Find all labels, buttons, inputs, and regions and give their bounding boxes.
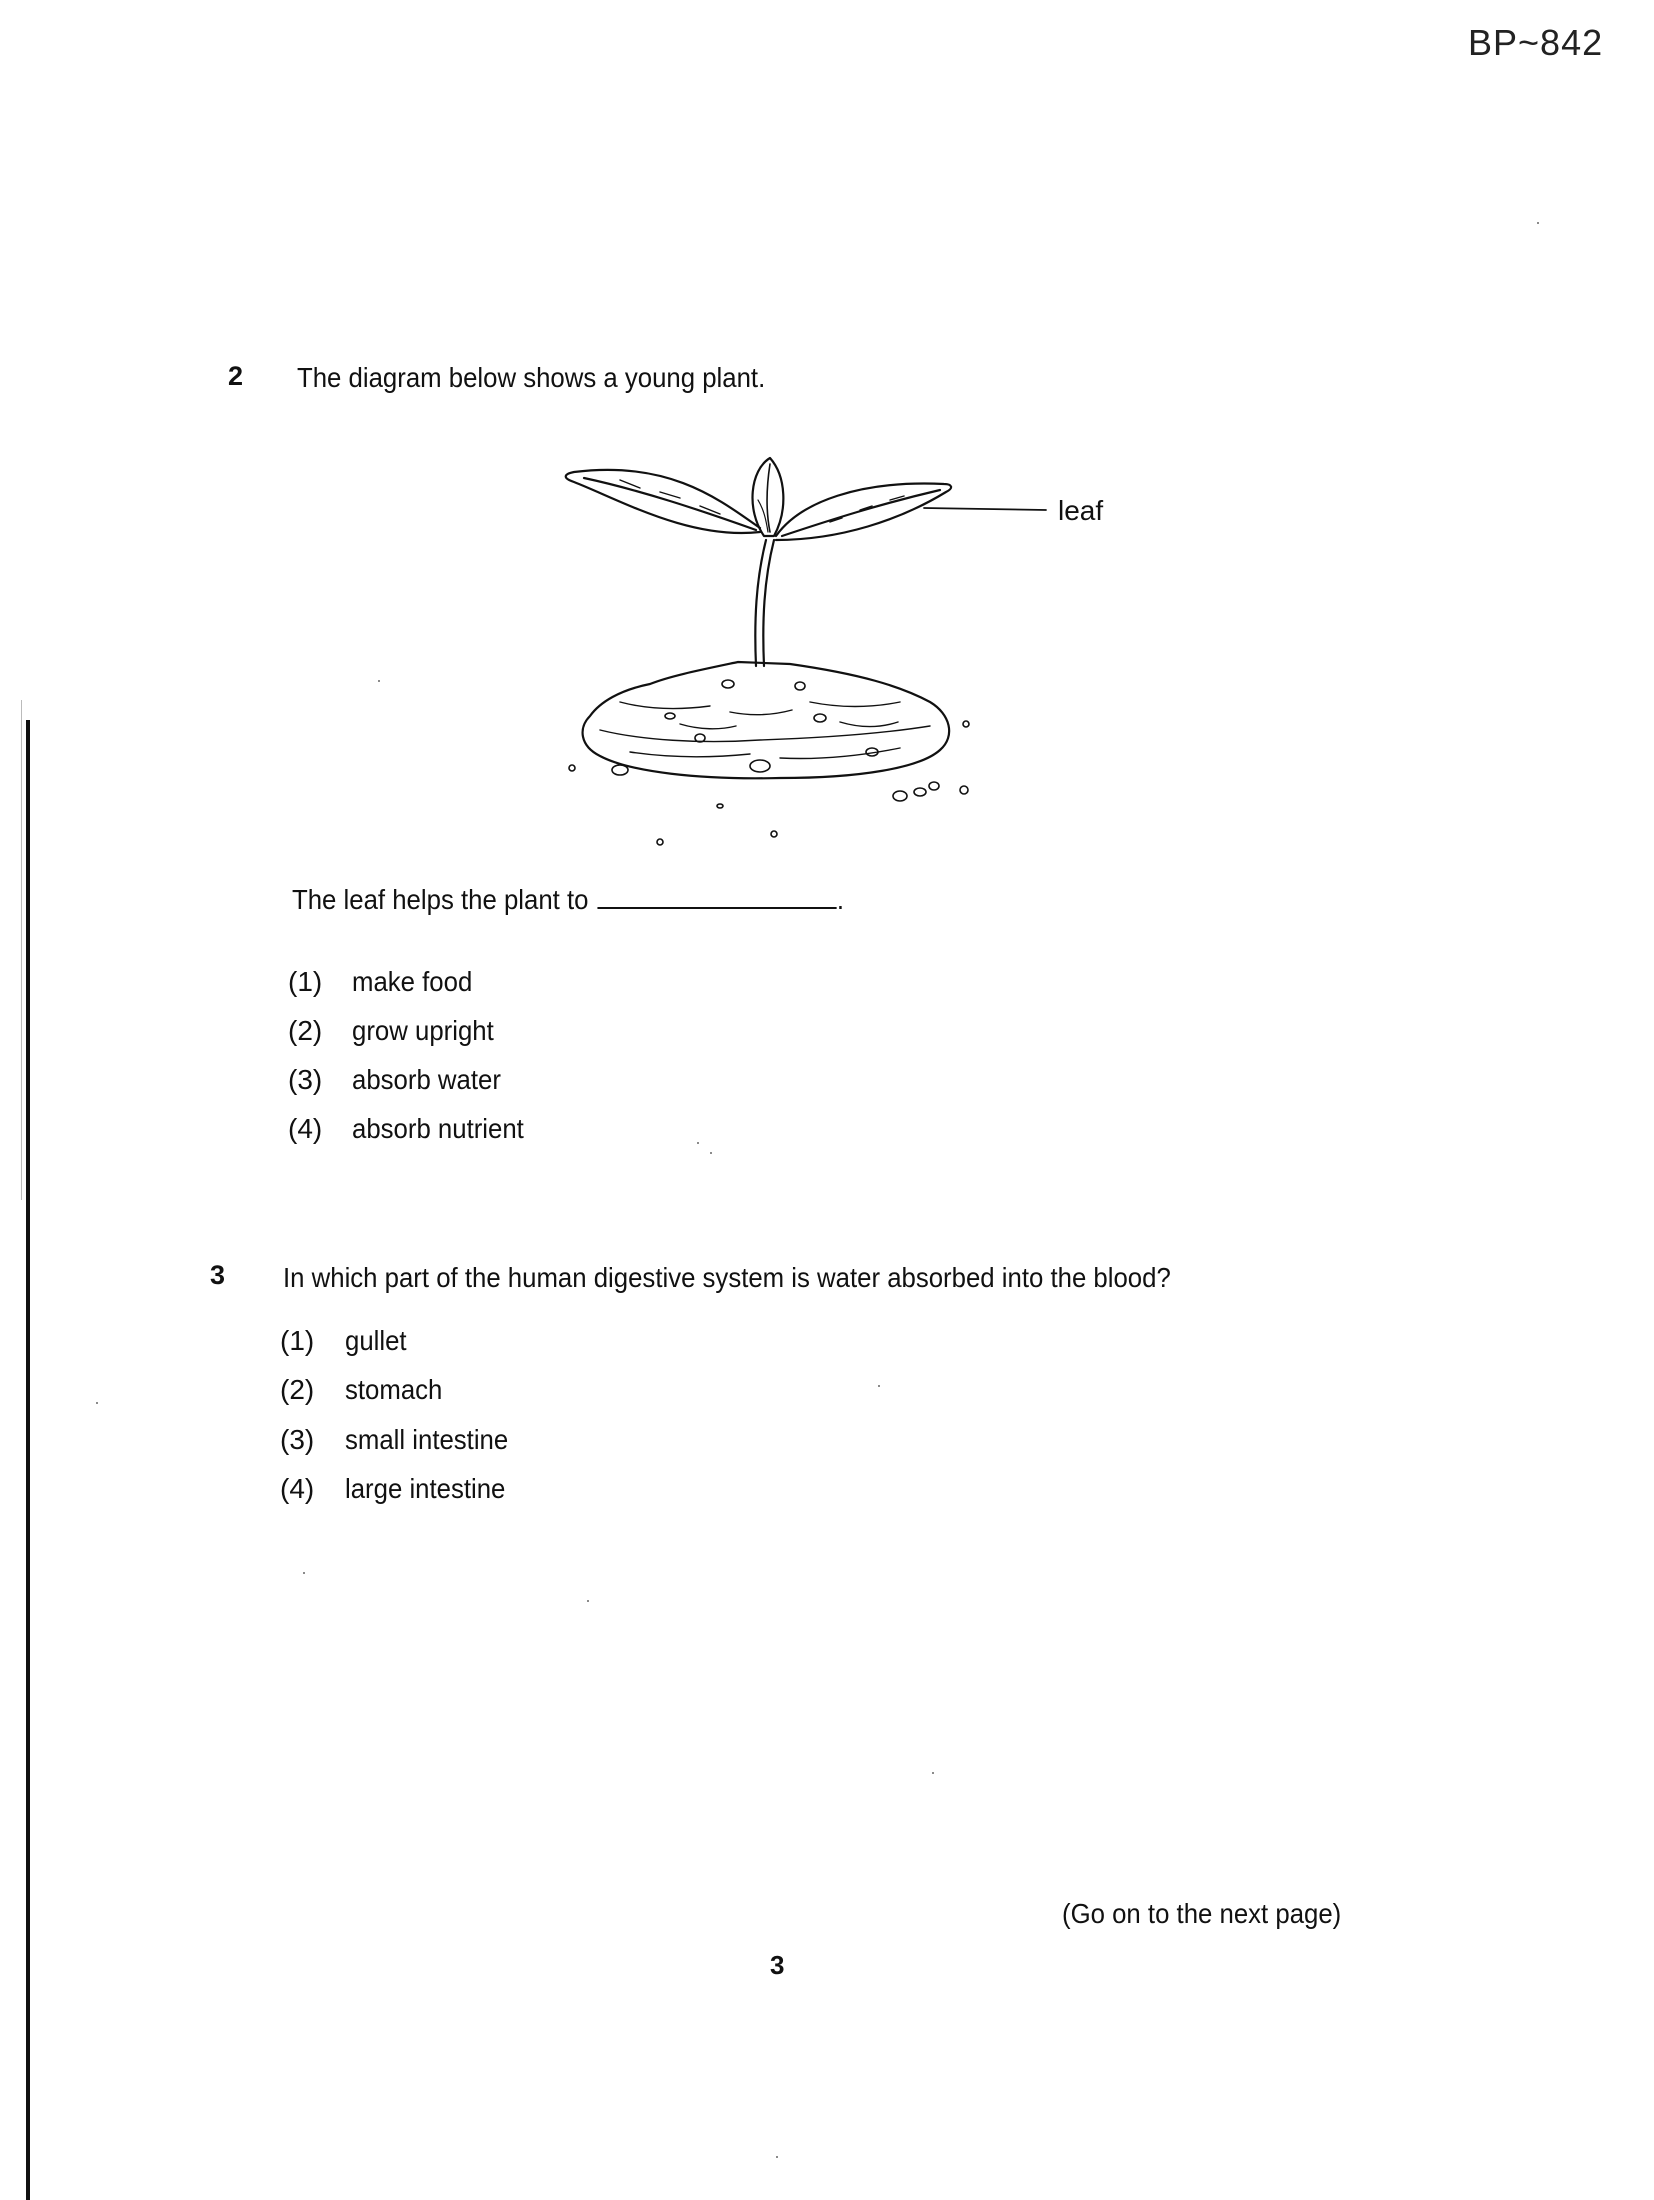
option-text: absorb water (352, 1064, 501, 1095)
answer-blank (598, 907, 837, 909)
option-number: (2) (288, 1015, 323, 1046)
option-number: (1) (288, 966, 323, 997)
option-number: (4) (280, 1473, 315, 1504)
option-text: gullet (345, 1325, 407, 1356)
option-text: large intestine (345, 1473, 506, 1504)
scan-edge-line (26, 720, 30, 2200)
scan-speck (587, 1600, 589, 1602)
question-text: In which part of the human digestive system is water absorbed into the blood? (283, 1262, 1171, 1293)
stem-period: . (836, 884, 844, 915)
option-number: (3) (280, 1424, 315, 1455)
option-text: grow upright (352, 1015, 494, 1046)
scan-speck (378, 680, 380, 682)
page-code: BP~842 (1468, 22, 1604, 63)
scan-speck (96, 1402, 98, 1404)
page-number: 3 (770, 1950, 785, 1980)
scan-edge-faint-line (21, 700, 22, 1200)
option-text: make food (352, 966, 473, 997)
leaf-label-line (924, 508, 1046, 510)
option-number: (4) (288, 1113, 323, 1144)
scan-speck (1537, 222, 1539, 224)
scan-speck (710, 1152, 712, 1154)
scan-speck (932, 1772, 934, 1774)
question-text: The diagram below shows a young plant. (297, 362, 766, 393)
option-number: (1) (280, 1325, 315, 1356)
stem-text: The leaf helps the plant to (292, 884, 589, 915)
scan-speck (697, 1142, 699, 1144)
option-number: (3) (288, 1064, 323, 1095)
next-page-note: (Go on to the next page) (1062, 1898, 1342, 1929)
plant-stem (755, 540, 774, 666)
option-number: (2) (280, 1374, 315, 1405)
scan-speck (303, 1572, 305, 1574)
left-leaf (566, 470, 760, 533)
option-text: absorb nutrient (352, 1113, 524, 1144)
option-text: stomach (345, 1374, 443, 1405)
question-stem (292, 884, 844, 916)
option-text: small intestine (345, 1424, 509, 1455)
scan-speck (776, 2156, 778, 2158)
young-plant-diagram (560, 440, 1120, 860)
scan-speck (878, 1385, 880, 1387)
leaf-label: leaf (1058, 495, 1104, 526)
question-number: 3 (210, 1260, 226, 1290)
question-number: 2 (228, 361, 244, 391)
right-leaf (776, 484, 951, 540)
